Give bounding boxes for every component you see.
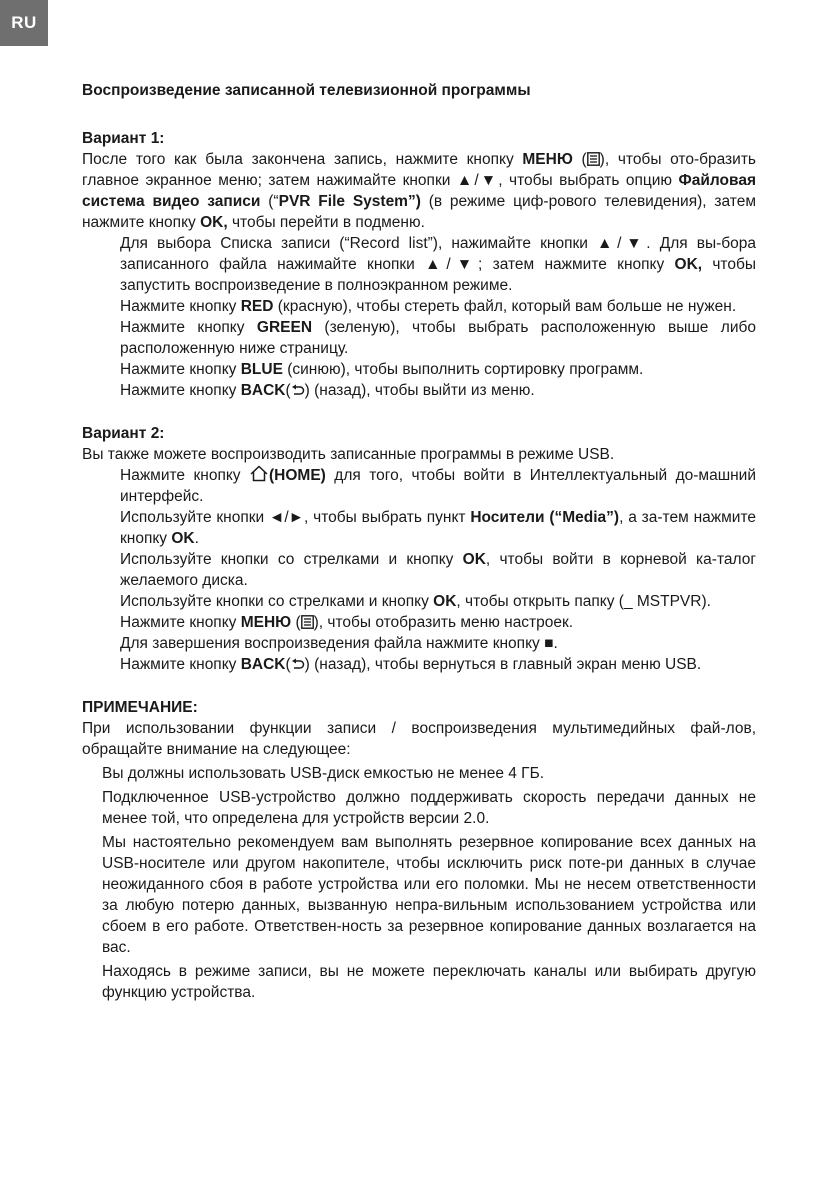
- language-badge: RU: [0, 0, 48, 46]
- home-icon: [249, 465, 269, 482]
- note-intro: При использовании функции записи / воспроизведения мультимедийных фай-лов, обращайте внимание на следующее:: [82, 720, 756, 758]
- note-heading: ПРИМЕЧАНИЕ:: [82, 699, 198, 716]
- variant1-step-3: Нажмите кнопку GREEN (зеленую), чтобы выбрать расположенную выше либо расположенную ниже страницу.: [120, 319, 757, 357]
- variant2-step-3: Используйте кнопки со стрелками и кнопку OK, чтобы войти в корневой ка-талог желаемого диска.: [120, 551, 756, 589]
- menu-list-icon: [301, 615, 314, 629]
- variant1-intro: После того как была закончена запись, нажмите кнопку МЕНЮ ( ), чтобы ото-бразить главное экранное меню; затем нажимайте кнопки ▲/▼, чтобы выбрать опцию Файловая система видео записи (“PVR File System”) (в режиме циф-рового телевидения), затем нажмите кнопку OK, чтобы перейти в подменю.: [82, 151, 757, 231]
- variant1-step-1: Для выбора Списка записи (“Record list”), нажимайте кнопки ▲/▼. Для вы-бора записанного файла нажимайте кнопки ▲/▼; затем нажмите кнопку OK, чтобы запустить воспроизведение в полноэкранном режиме.: [120, 235, 756, 294]
- note-item: Вы должны использовать USB-диск емкостью не менее 4 ГБ.: [102, 765, 545, 782]
- variant2-heading: Вариант 2:: [82, 425, 165, 442]
- note-item: Подключенное USB-устройство должно поддерживать скорость передачи данных не менее той, что определена для устройств версии 2.0.: [102, 789, 756, 827]
- back-arrow-icon: [291, 658, 305, 671]
- back-arrow-icon: [291, 384, 305, 397]
- page-title: Воспроизведение записанной телевизионной программы: [82, 82, 531, 99]
- variant2-step-4: Используйте кнопки со стрелками и кнопку OK, чтобы открыть папку (_ MSTPVR).: [120, 593, 711, 610]
- note-item: Находясь в режиме записи, вы не можете переключать каналы или выбирать другую функцию устройства.: [102, 963, 756, 1001]
- variant2-step-7: Нажмите кнопку BACK( ) (назад), чтобы вернуться в главный экран меню USB.: [120, 656, 702, 673]
- variant1-heading: Вариант 1:: [82, 130, 165, 147]
- variant2-step-5: Нажмите кнопку МЕНЮ ( ), чтобы отобразить меню настроек.: [120, 614, 574, 631]
- variant1-step-5: Нажмите кнопку BACK( ) (назад), чтобы выйти из меню.: [120, 382, 535, 399]
- variant2-step-2: Используйте кнопки ◄/►, чтобы выбрать пункт Носители (“Media”), а за-тем нажмите кнопку OK.: [120, 509, 756, 547]
- variant2-intro: Вы также можете воспроизводить записанные программы в режиме USB.: [82, 446, 615, 463]
- variant1-step-4: Нажмите кнопку BLUE (синюю), чтобы выполнить сортировку программ.: [120, 361, 644, 378]
- page-content: [82, 80, 756, 1003]
- variant2-step-1: Нажмите кнопку (HOME) для того, чтобы войти в Интеллектуальный до-машний интерфейс.: [120, 467, 757, 505]
- note-item: Мы настоятельно рекомендуем вам выполнять резервное копирование всех данных на USB-носителе или другом накопителе, чтобы исключить риск поте-ри данных в случае неожиданного сбоя в работе устройства или его поломки. Мы не несем ответственности за любую потерю данных, вызванную непра-вильным использованием устройства или сбоем в его работе. Ответствен-ность за резервное копирование данных возлагается на вас.: [102, 834, 756, 956]
- menu-list-icon: [587, 152, 600, 166]
- variant2-step-6: Для завершения воспроизведения файла нажмите кнопку ■.: [120, 635, 558, 652]
- variant1-step-2: Нажмите кнопку RED (красную), чтобы стереть файл, который вам больше не нужен.: [120, 298, 737, 315]
